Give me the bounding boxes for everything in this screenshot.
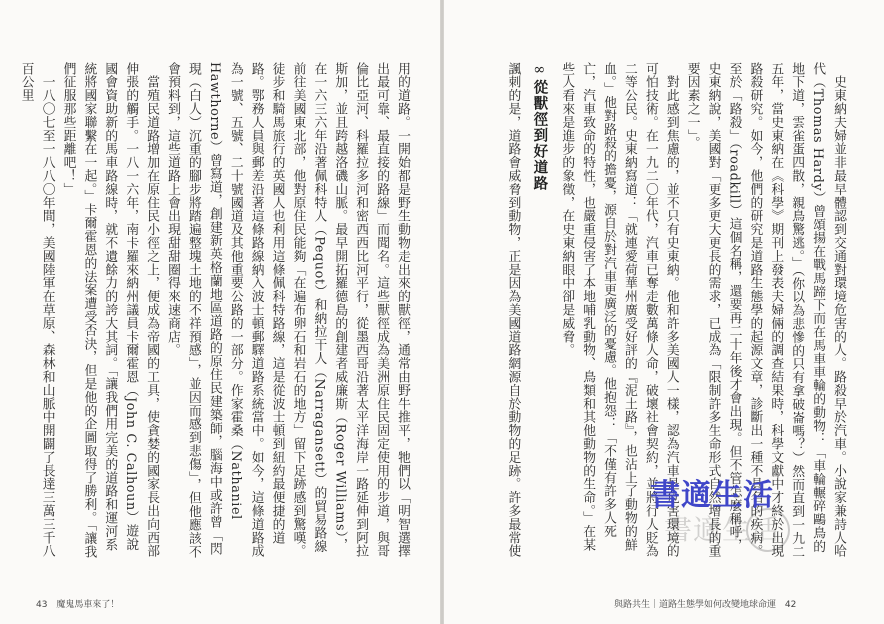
paragraph-text: 對此感到焦慮的，並不只有史東納。他和許多美國人一樣，認為汽車是危害環境的可怕技術。在一九二〇年代，汽車已奪走數萬條人命，破壞社會契約，並將行人貶為二等公民。史東納寫道：「就連愛荷華州廣受好評的『泥土路』，也沾上了動物的鮮血。」他對路殺的擔憂，源自於對汽車更廣泛的憂慮。他抱怨：「不僅有許多人死亡，汽車致命的特性，也嚴重侵害了本地哺乳動物、鳥類和其他動物的生命。」在某些人看來是進步的象徵，在史東納眼中卻是威脅。: [559, 62, 679, 558]
paragraph: [57, 62, 162, 562]
watermark-text: 書適生活: [650, 478, 774, 513]
paragraph-text: 一八〇七至一八八〇年間，美國陸軍在草原、森林和山脈中開闢了長達三萬三千八百公里: [18, 62, 55, 558]
left-page-footer: [36, 597, 119, 610]
paragraph: [15, 62, 57, 562]
running-head: 魔鬼馬車來了！: [56, 600, 120, 610]
section-title: 從獸徑到好道路: [531, 79, 549, 192]
running-head: 與路共生｜道路生態學如何改變地球命運: [614, 600, 777, 610]
paragraph: 諷刺的是，道路會威脅到動物，正是因為美國道路網源自於動物的足跡。許多最常使: [505, 62, 521, 558]
paragraph-text: 當殖民道路增加在原住民小徑之上，便成為帝國的工具，使貪婪的國家長出向西部伸張的觸手。一八一六年，南卡羅來納州議員卡爾霍恩（John C. Calhoun）遊說國會資助新的馬車路線時，就不遺餘力的誇大其詞。「讓我們用完美的道路和運河系統將國家聯繫在一起。」卡爾霍恩的法案遭受否決，但是他的企圖取得了勝利。「讓我們征服那些距離吧！」: [60, 62, 160, 559]
watermark: [650, 470, 810, 550]
section-number: ∞: [531, 62, 548, 80]
paragraph: 用的道路。一開始都是野生動物走出來的獸徑，通常由野牛推平，牠們以「明智選擇出最可靠、最直接的路線」而聞名。這些獸徑成為美洲原住民固定使用的步道，與哥倫比亞河、科羅拉多河和密西西比河平行，從墨西哥沿著太平洋海岸一路延伸到阿拉斯加，並且跨越洛磯山脈。最早開拓羅德島的創建者威廉斯（Roger Williams），在一六三六年沿著佩科特人（Pequot）和納拉干人（Narragansett）的貿易路線前往美國東北部，他對原住民能夠「在遍布卵石和岩石的地方」留下足跡感到驚嘆。徒步和騎馬旅行的英國人也利用這條佩科特路線，這是從波士頓到紐約最便捷的道路。鄂務人員與郵差沿著這條路線納入波士頓郵驛道路系統當中。如今，這條道路成為一號、五號、二十號國道及其他重要公路的一部分。作家霍桑（Nathaniel Hawthorne）曾寫道，創建新英格蘭地區道路的原住民建築師，腦海中或許曾「閃現（白人）沉重的腳步將踏遍整塊土地的不祥預感」，並因而感到悲傷」，但他應該不會預料到，這些道路上會出現甜甜圈得來速商店。: [165, 62, 410, 559]
page-number: 43: [36, 600, 48, 610]
right-page-footer: [614, 597, 796, 610]
section-heading: [528, 62, 549, 562]
book-gutter: [440, 0, 444, 624]
left-page-text: [18, 62, 412, 562]
watermark-shadow-text: 書適生活: [664, 513, 781, 546]
page-number: 42: [784, 600, 797, 610]
paragraph-text: 史東納夫婦並非最早體認到交通對環境危害的人。路殺早於汽車。小說家兼詩人哈代（Thomas Hardy）曾頌揚在戰馬蹄下而在馬車車輪的動物：「車輪輾碎鷗鳥的地下道，雲雀蛋四散，親鳥驚逃。」（你以為悲慘的只有拿破崙嗎？）然而直到一九二五年，當史東納在《科學》期刊上發表夫婦倆的調查結果時，科學文獻中才終於出現路殺研究。如今，他們的研究是道路生態學的起源文章，診斷出一種不具名的疾病。至於「路殺」（roadkill）這個名稱，還要再二十年後才會出現。但不管怎麼稱呼，史東納說，美國對「更多更大更長的需求，已成為「限制許多生命形式自然增長的重要因素之一」。: [684, 62, 846, 559]
